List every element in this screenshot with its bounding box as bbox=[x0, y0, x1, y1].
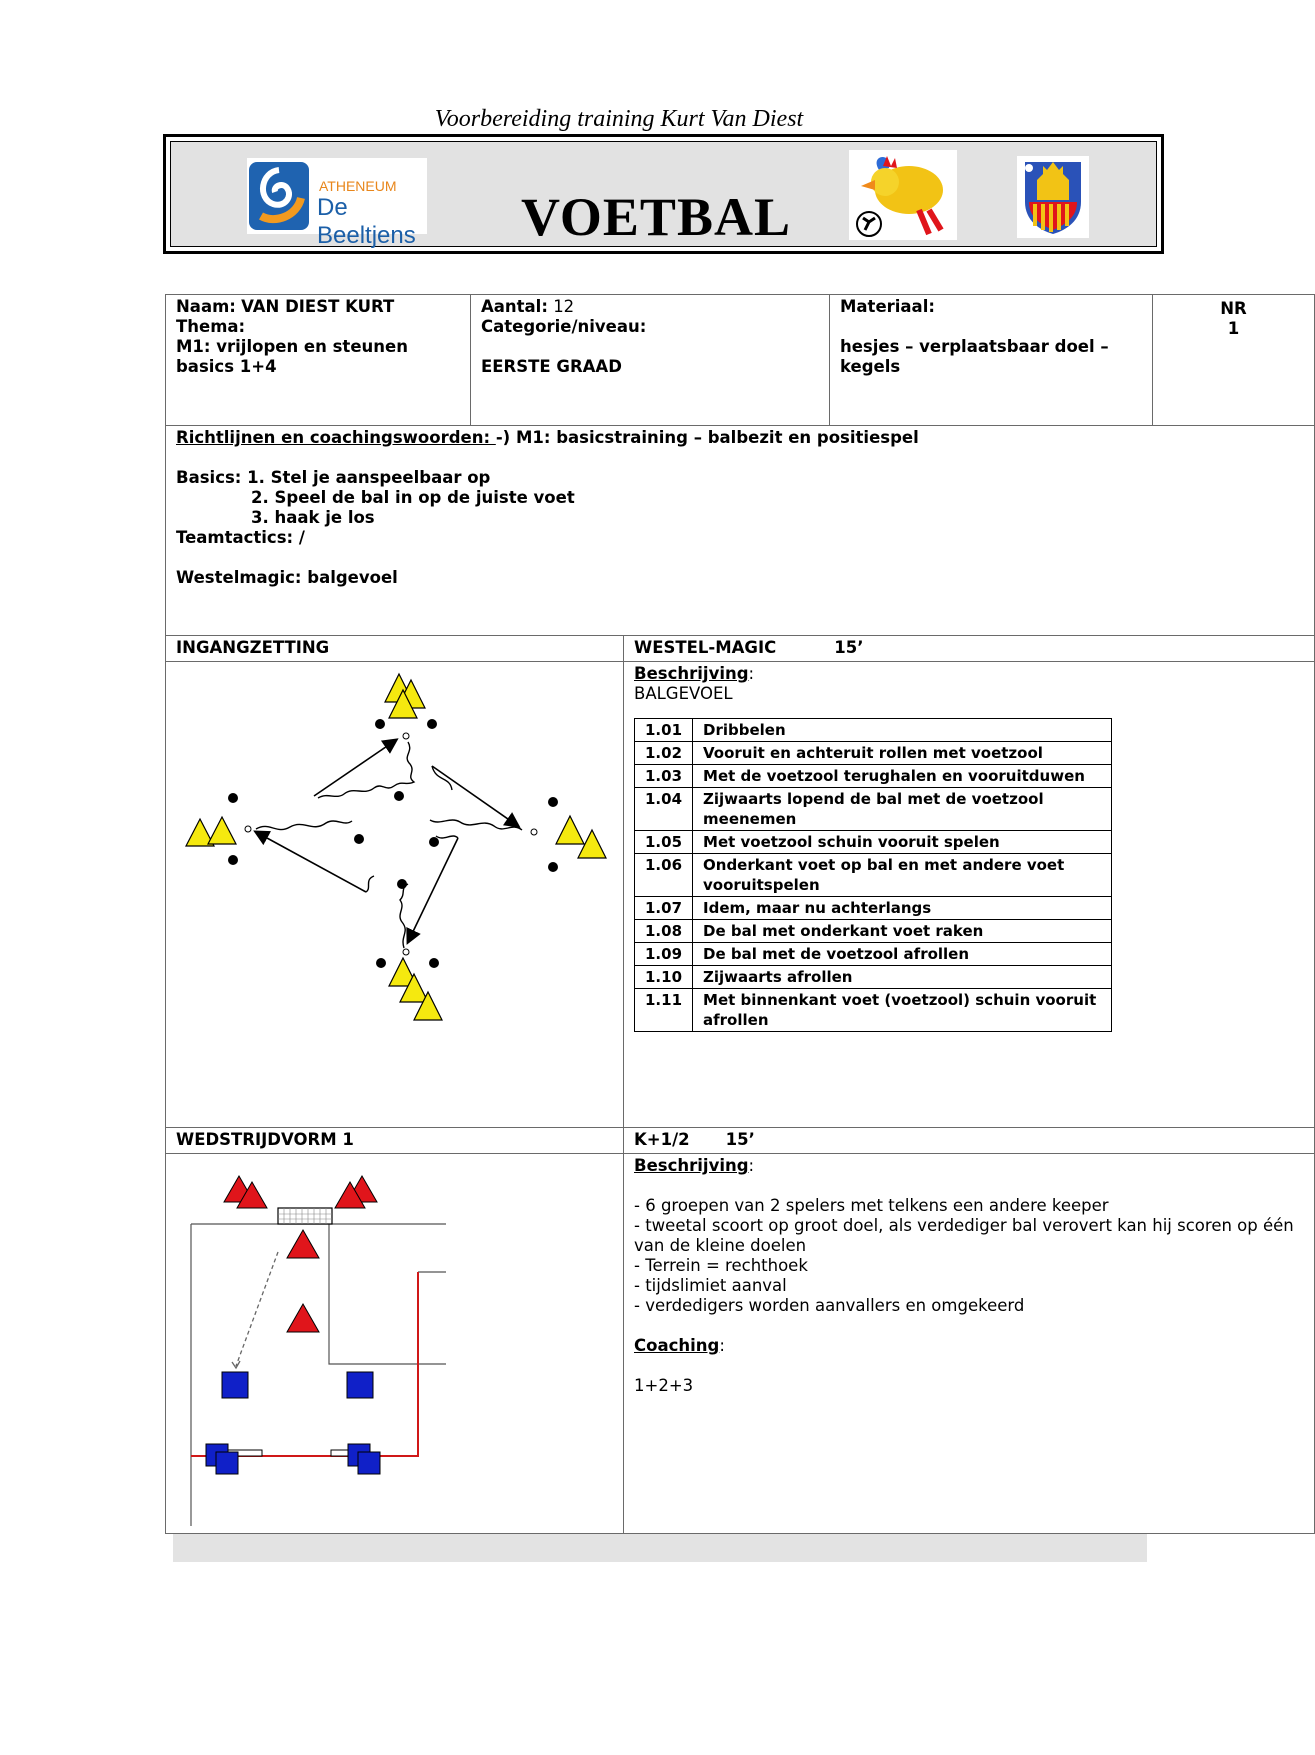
exercise-number: 1.08 bbox=[635, 920, 693, 943]
exercise-number: 1.03 bbox=[635, 765, 693, 788]
exercise-row bbox=[635, 719, 1112, 742]
exercise-text: Met de voetzool terughalen en vooruitduwen bbox=[693, 765, 1112, 788]
exercise-row bbox=[635, 742, 1112, 765]
info-materiaal-cell: Materiaal: hesjes – verplaatsbaar doel – kegels bbox=[830, 295, 1153, 426]
richtlijnen-label: Richtlijnen en coachingswoorden: bbox=[176, 428, 496, 447]
exercise-text: Vooruit en achteruit rollen met voetzool bbox=[693, 742, 1112, 765]
red-player-group-left bbox=[224, 1176, 267, 1208]
westelmagic: Westelmagic: balgevoel bbox=[176, 568, 398, 587]
footer-bar bbox=[173, 1534, 1147, 1562]
exercise-text: Zijwaarts afrollen bbox=[693, 966, 1112, 989]
blue-players bbox=[206, 1372, 380, 1474]
materiaal-line1: hesjes – verplaatsbaar doel – bbox=[840, 337, 1109, 356]
thema-line2: basics 1+4 bbox=[176, 357, 277, 376]
basics-2: 2. Speel de bal in op de juiste voet bbox=[251, 488, 575, 507]
coaching-label: Coaching bbox=[634, 1336, 720, 1355]
yellow-cone-group-right bbox=[556, 816, 606, 858]
balls bbox=[245, 733, 537, 955]
pass-arrows bbox=[256, 740, 518, 942]
section1-right-header: WESTEL-MAGIC 15’ bbox=[624, 636, 1315, 662]
exercise-number: 1.05 bbox=[635, 831, 693, 854]
categorie-value: EERSTE GRAAD bbox=[481, 357, 622, 376]
exercise-row bbox=[635, 788, 1112, 831]
exercise-text: Onderkant voet op bal en met andere voet vooruitspelen bbox=[693, 854, 1112, 897]
exercise-row bbox=[635, 943, 1112, 966]
exercise-number: 1.06 bbox=[635, 854, 693, 897]
exercise-row bbox=[635, 831, 1112, 854]
nr-value: 1 bbox=[1227, 319, 1240, 338]
exercise-row bbox=[635, 920, 1112, 943]
red-player-group-right bbox=[335, 1176, 377, 1208]
title-banner bbox=[163, 134, 1164, 254]
cone-square-drill-diagram bbox=[166, 662, 621, 1122]
logo-line2: De Beeltjens bbox=[317, 194, 416, 249]
exercise-text: De bal met de voetzool afrollen bbox=[693, 943, 1112, 966]
info-naam-cell: Naam: VAN DIEST KURT Thema: M1: vrijlopen en steunen basics 1+4 bbox=[166, 295, 471, 426]
richtlijnen-text: -) M1: basicstraining – balbezit en positiespel bbox=[495, 428, 919, 447]
red-players-field bbox=[287, 1230, 319, 1332]
materiaal-line2: kegels bbox=[840, 357, 901, 376]
small-sided-game-diagram bbox=[166, 1154, 621, 1528]
exercise-text: Zijwaarts lopend de bal met de voetzool meenemen bbox=[693, 788, 1112, 831]
aantal-value: 12 bbox=[553, 297, 575, 316]
exercise-row bbox=[635, 854, 1112, 897]
yellow-cone-group-left bbox=[186, 817, 236, 846]
description-line-3: - Terrein = rechthoek bbox=[634, 1256, 808, 1275]
section1-left-title: INGANGZETTING bbox=[166, 636, 624, 662]
beschrijving-value-1: BALGEVOEL bbox=[634, 684, 733, 703]
exercise-row bbox=[635, 897, 1112, 920]
training-sheet bbox=[165, 294, 1315, 1534]
section2-left-title: WEDSTRIJDVORM 1 bbox=[166, 1128, 624, 1154]
naam-value: VAN DIEST KURT bbox=[241, 297, 395, 316]
pass-arrow-dashed bbox=[236, 1252, 278, 1366]
section2-right-header: K+1/2 15’ bbox=[624, 1128, 1315, 1154]
section2-time: 15’ bbox=[725, 1130, 755, 1149]
nr-cell: NR 1 bbox=[1153, 295, 1315, 426]
rooster-mascot-icon bbox=[849, 150, 957, 240]
atheneum-logo bbox=[247, 158, 427, 249]
exercise-text: Met binnenkant voet (voetzool) schuin vooruit afrollen bbox=[693, 989, 1112, 1032]
thema-line1: M1: vrijlopen en steunen bbox=[176, 337, 408, 356]
section1-description-cell: Beschrijving: BALGEVOEL 1.01 Dribbelen 1.02 Vooruit en achteruit rollen met voetzool 1.03 Met de voetzool terughalen en vooruitduwen 1.04 Zijwaarts lopend de bal met de voetzool meenemen 1.05 Met voetzool schuin vooruit spelen 1.06 Onderkant voet op bal en met andere voet vooruitspelen 1.07 Idem, maar nu achterlangs 1.08 De bal met onderkant voet raken 1.09 De bal met de voetzool afrollen 1.10 Zijwaarts afrollen 1.11 Met binnenkant voet (voetzool) schuin vooruit afrollen bbox=[624, 662, 1315, 1128]
description-line-1: - 6 groepen van 2 spelers met telkens een andere keeper bbox=[634, 1196, 1109, 1215]
exercise-number: 1.07 bbox=[635, 897, 693, 920]
wedstrijdvorm-diagram bbox=[166, 1154, 624, 1534]
description-line-5: - verdedigers worden aanvallers en omgekeerd bbox=[634, 1296, 1025, 1315]
info-aantal-cell: Aantal: 12 Categorie/niveau: EERSTE GRAAD bbox=[471, 295, 830, 426]
exercise-number: 1.09 bbox=[635, 943, 693, 966]
basics-1: Basics: 1. Stel je aanspeelbaar op bbox=[176, 468, 491, 487]
exercise-number: 1.02 bbox=[635, 742, 693, 765]
big-goal bbox=[278, 1208, 332, 1224]
richtlijnen-cell bbox=[166, 426, 1315, 636]
exercise-row bbox=[635, 765, 1112, 788]
exercise-text: Dribbelen bbox=[693, 719, 1112, 742]
atheneum-emblem-icon bbox=[247, 158, 317, 234]
categorie-label: Categorie/niveau: bbox=[481, 317, 647, 336]
document-header: Voorbereiding training Kurt Van Diest bbox=[434, 106, 804, 132]
exercise-number: 1.11 bbox=[635, 989, 693, 1032]
exercise-row bbox=[635, 989, 1112, 1032]
exercise-number: 1.04 bbox=[635, 788, 693, 831]
exercise-row bbox=[635, 966, 1112, 989]
city-crest-icon bbox=[1017, 156, 1089, 238]
exercise-text: Idem, maar nu achterlangs bbox=[693, 897, 1112, 920]
exercise-number: 1.10 bbox=[635, 966, 693, 989]
beschrijving-label-2: Beschrijving bbox=[634, 1156, 749, 1175]
dribble-lines bbox=[256, 742, 522, 948]
banner-title: VOETBAL bbox=[521, 187, 791, 247]
ingangzetting-diagram bbox=[166, 662, 624, 1128]
basics-3: 3. haak je los bbox=[251, 508, 375, 527]
coaching-value: 1+2+3 bbox=[634, 1376, 694, 1395]
beschrijving-label-1: Beschrijving bbox=[634, 664, 749, 683]
teamtactics: Teamtactics: / bbox=[176, 528, 305, 547]
description-line-2: - tweetal scoort op groot doel, als verdediger bal verovert kan hij scoren op één van de kleine doelen bbox=[634, 1216, 1294, 1255]
logo-line1: ATHENEUM bbox=[319, 178, 397, 194]
description-line-4: - tijdslimiet aanval bbox=[634, 1276, 787, 1295]
exercise-table bbox=[634, 718, 1112, 1032]
thema-label: Thema: bbox=[176, 317, 246, 336]
section2-description-cell: Beschrijving: - 6 groepen van 2 spelers met telkens een andere keeper - tweetal scoort op groot doel, als verdediger bal verovert kan hij scoren op één van de kleine doelen - Terrein = rechthoek - tijdslimiet aanval - verdedigers worden aanvallers en omgekeerd Coaching: 1+2+3 bbox=[624, 1154, 1315, 1534]
exercise-number: 1.01 bbox=[635, 719, 693, 742]
exercise-text: Met voetzool schuin vooruit spelen bbox=[693, 831, 1112, 854]
yellow-cone-group-top bbox=[385, 674, 425, 718]
section1-time: 15’ bbox=[834, 638, 864, 657]
exercise-text: De bal met onderkant voet raken bbox=[693, 920, 1112, 943]
